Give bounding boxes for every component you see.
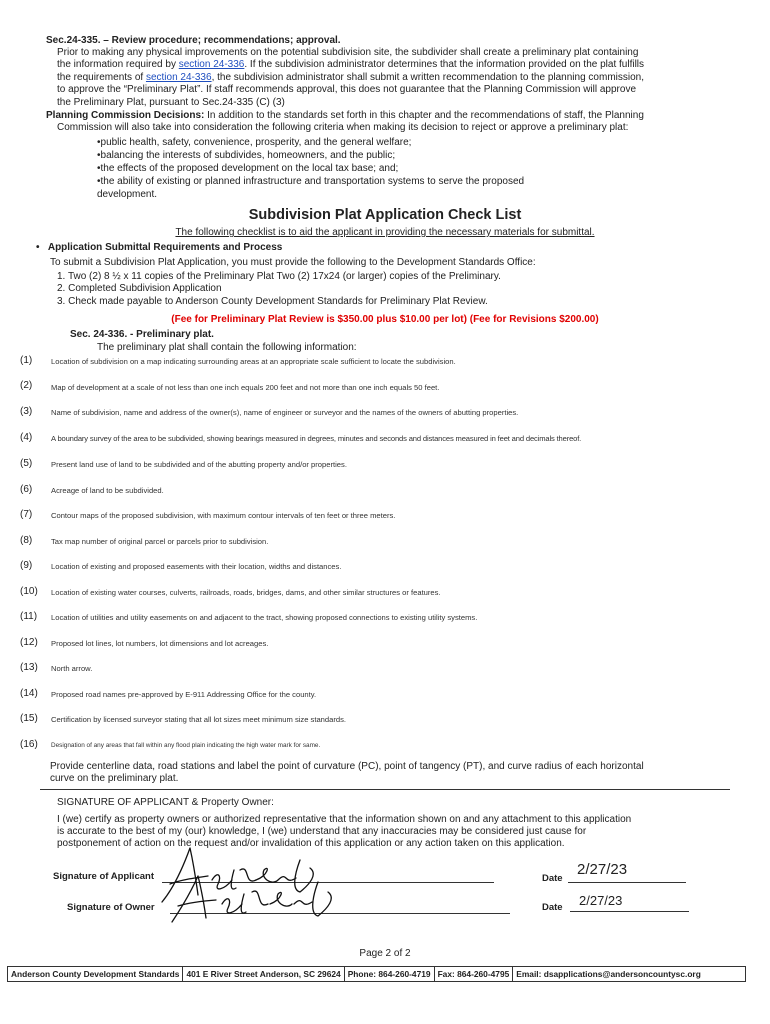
item-number: (8) <box>20 535 33 546</box>
item-number: (10) <box>20 586 38 597</box>
owner-date-label: Date <box>542 902 563 913</box>
criteria-bullet: •the effects of the proposed development on the local tax base; and; <box>97 163 399 174</box>
applicant-date-label: Date <box>542 873 563 884</box>
item-number: (7) <box>20 509 33 520</box>
requirement-item: Location of existing water courses, culverts, railroads, roads, bridges, dams, and other similar structures or features. <box>51 588 441 597</box>
requirement-item: Location of subdivision on a map indicating surrounding areas at an appropriate scale sufficient to locate the subdivision. <box>51 357 456 366</box>
checklist-title: Subdivision Plat Application Check List <box>248 207 522 223</box>
certification-line: postponement of action on the request and/or invalidation of this application or any action taken on this application. <box>57 838 565 849</box>
requirements-intro: To submit a Subdivision Plat Application, you must provide the following to the Development Standards Office: <box>50 257 536 268</box>
criteria-bullet: •balancing the interests of subdivides, homeowners, and the public; <box>97 150 396 161</box>
requirement-item: Tax map number of original parcel or parcels prior to subdivision. <box>51 537 269 546</box>
requirement-step: 3. Check made payable to Anderson County Development Standards for Preliminary Plat Review. <box>57 296 488 307</box>
applicant-date-line <box>568 882 686 883</box>
item-number: (6) <box>20 484 33 495</box>
footer-org: Anderson County Development Standards <box>11 969 180 979</box>
fee-notice: (Fee for Preliminary Plat Review is $350.00 plus $10.00 per lot) (Fee for Revisions $200.00) <box>171 314 599 325</box>
preliminary-plat-intro: The preliminary plat shall contain the following information: <box>97 342 357 353</box>
criteria-bullet: •public health, safety, convenience, prosperity, and the general welfare; <box>97 137 412 148</box>
section-paragraph-line: Prior to making any physical improvements on the potential subdivision site, the subdivider shall create a preliminary plat containing <box>57 47 639 58</box>
item-number: (13) <box>20 662 38 673</box>
item-number: (15) <box>20 713 38 724</box>
criteria-bullet: •the ability of existing or planned infrastructure and transportation systems to serve the proposed <box>97 176 525 187</box>
requirement-item: Proposed road names pre-approved by E-911 Addressing Office for the county. <box>51 690 317 699</box>
preliminary-plat-heading: Sec. 24-336. - Preliminary plat. <box>70 329 214 340</box>
applicant-date-value[interactable]: 2/27/23 <box>577 861 628 878</box>
item-number: (1) <box>20 355 33 366</box>
footer-fax: Fax: 864-260-4795 <box>437 969 510 979</box>
checklist-note: The following checklist is to aid the applicant in providing the necessary materials for submittal. <box>175 227 595 238</box>
requirement-item: North arrow. <box>51 664 93 673</box>
requirement-item: Location of utilities and utility easements on and adjacent to the tract, showing proposed connections to existing utility systems. <box>51 613 478 622</box>
certification-line: I (we) certify as property owners or authorized representative that the information shown on and any attachment to this application <box>57 814 632 825</box>
item-number: (14) <box>20 688 38 699</box>
item-number: (2) <box>20 380 33 391</box>
item-number: (12) <box>20 637 38 648</box>
requirement-step: 1. Two (2) 8 ½ x 11 copies of the Preliminary Plat Two (2) 17x24 (or larger) copies of the Preliminary. <box>57 271 501 282</box>
requirement-item: Acreage of land to be subdivided. <box>51 486 164 495</box>
planning-commission-line: Commission will also take into consideration the following criteria when making its decision to reject or approve a preliminary plat: <box>57 122 629 133</box>
requirement-item: A boundary survey of the area to be subdivided, showing bearings measured in degrees, minutes and seconds and distances measured in feet and decimals thereof. <box>51 434 582 443</box>
criteria-bullet-continued: development. <box>97 189 158 200</box>
item-number: (9) <box>20 560 33 571</box>
footer-email[interactable]: Email: dsapplications@andersoncountysc.org <box>516 969 701 979</box>
section-paragraph-line: to approve the “Preliminary Plat”. If staff recommends approval, this does not guarantee that the Planning Commission will approve <box>57 84 636 95</box>
section-24-336-link[interactable]: section 24-336 <box>145 72 212 83</box>
item-number: (16) <box>20 739 38 750</box>
requirement-item: Location of existing and proposed easements with their location, widths and distances. <box>51 562 342 571</box>
requirement-item: Map of development at a scale of not less than one inch equals 200 feet and not more than one inch equals 50 feet. <box>51 383 440 392</box>
owner-date-value[interactable]: 2/27/23 <box>579 893 623 908</box>
owner-signature-label: Signature of Owner <box>67 902 155 913</box>
centerline-note: curve on the preliminary plat. <box>50 773 179 784</box>
section-paragraph-line: the information required by section 24-336. If the subdivision administrator determines that the information provided on the plat fulfills <box>57 59 645 70</box>
owner-date-line <box>570 911 689 912</box>
page-number: Page 2 of 2 <box>359 948 411 959</box>
requirement-item: Designation of any areas that fall within any flood plain indicating the high water mark for same. <box>51 742 321 749</box>
footer-address: 401 E River Street Anderson, SC 29624 <box>186 969 341 979</box>
signature-heading: SIGNATURE OF APPLICANT & Property Owner: <box>57 797 274 808</box>
section-paragraph-line: the Preliminary Plat, pursuant to Sec.24-335 (C) (3) <box>57 97 285 108</box>
requirements-heading: • Application Submittal Requirements and Process <box>36 242 283 253</box>
applicant-signature-label: Signature of Applicant <box>53 871 154 882</box>
footer-phone: Phone: 864-260-4719 <box>347 969 431 979</box>
centerline-note: Provide centerline data, road stations and label the point of curvature (PC), point of tangency (PT), and curve radius of each horizontal <box>50 761 644 772</box>
requirement-item: Proposed lot lines, lot numbers, lot dimensions and lot acreages. <box>51 639 269 648</box>
item-number: (4) <box>20 432 33 443</box>
requirement-item: Certification by licensed surveyor stating that all lot sizes meet minimum size standards. <box>51 715 347 724</box>
item-number: (3) <box>20 406 33 417</box>
requirement-step: 2. Completed Subdivision Application <box>57 283 222 294</box>
section-24-336-link[interactable]: section 24-336 <box>178 59 245 70</box>
owner-handwritten-signature <box>170 870 360 930</box>
section-paragraph-line: the requirements of section 24-336, the subdivision administrator shall submit a written recommendation to the planning commission, <box>57 72 644 83</box>
requirement-item: Name of subdivision, name and address of the owner(s), name of engineer or surveyor and the names of the owners of abutting properties. <box>51 408 519 417</box>
footer-bar <box>7 966 746 982</box>
section-divider <box>40 789 730 790</box>
requirement-item: Contour maps of the proposed subdivision, with maximum contour intervals of ten feet or three meters. <box>51 511 396 520</box>
certification-line: is accurate to the best of my (our) knowledge, I (we) understand that any inaccuracies may be considered just cause for <box>57 826 587 837</box>
section-heading: Sec.24-335. – Review procedure; recommendations; approval. <box>46 35 341 46</box>
planning-commission-line: Planning Commission Decisions: In addition to the standards set forth in this chapter and the recommendations of staff, the Planning <box>46 110 644 121</box>
requirement-item: Present land use of land to be subdivided and of the abutting property and/or properties. <box>51 460 347 469</box>
item-number: (5) <box>20 458 33 469</box>
item-number: (11) <box>20 611 38 622</box>
